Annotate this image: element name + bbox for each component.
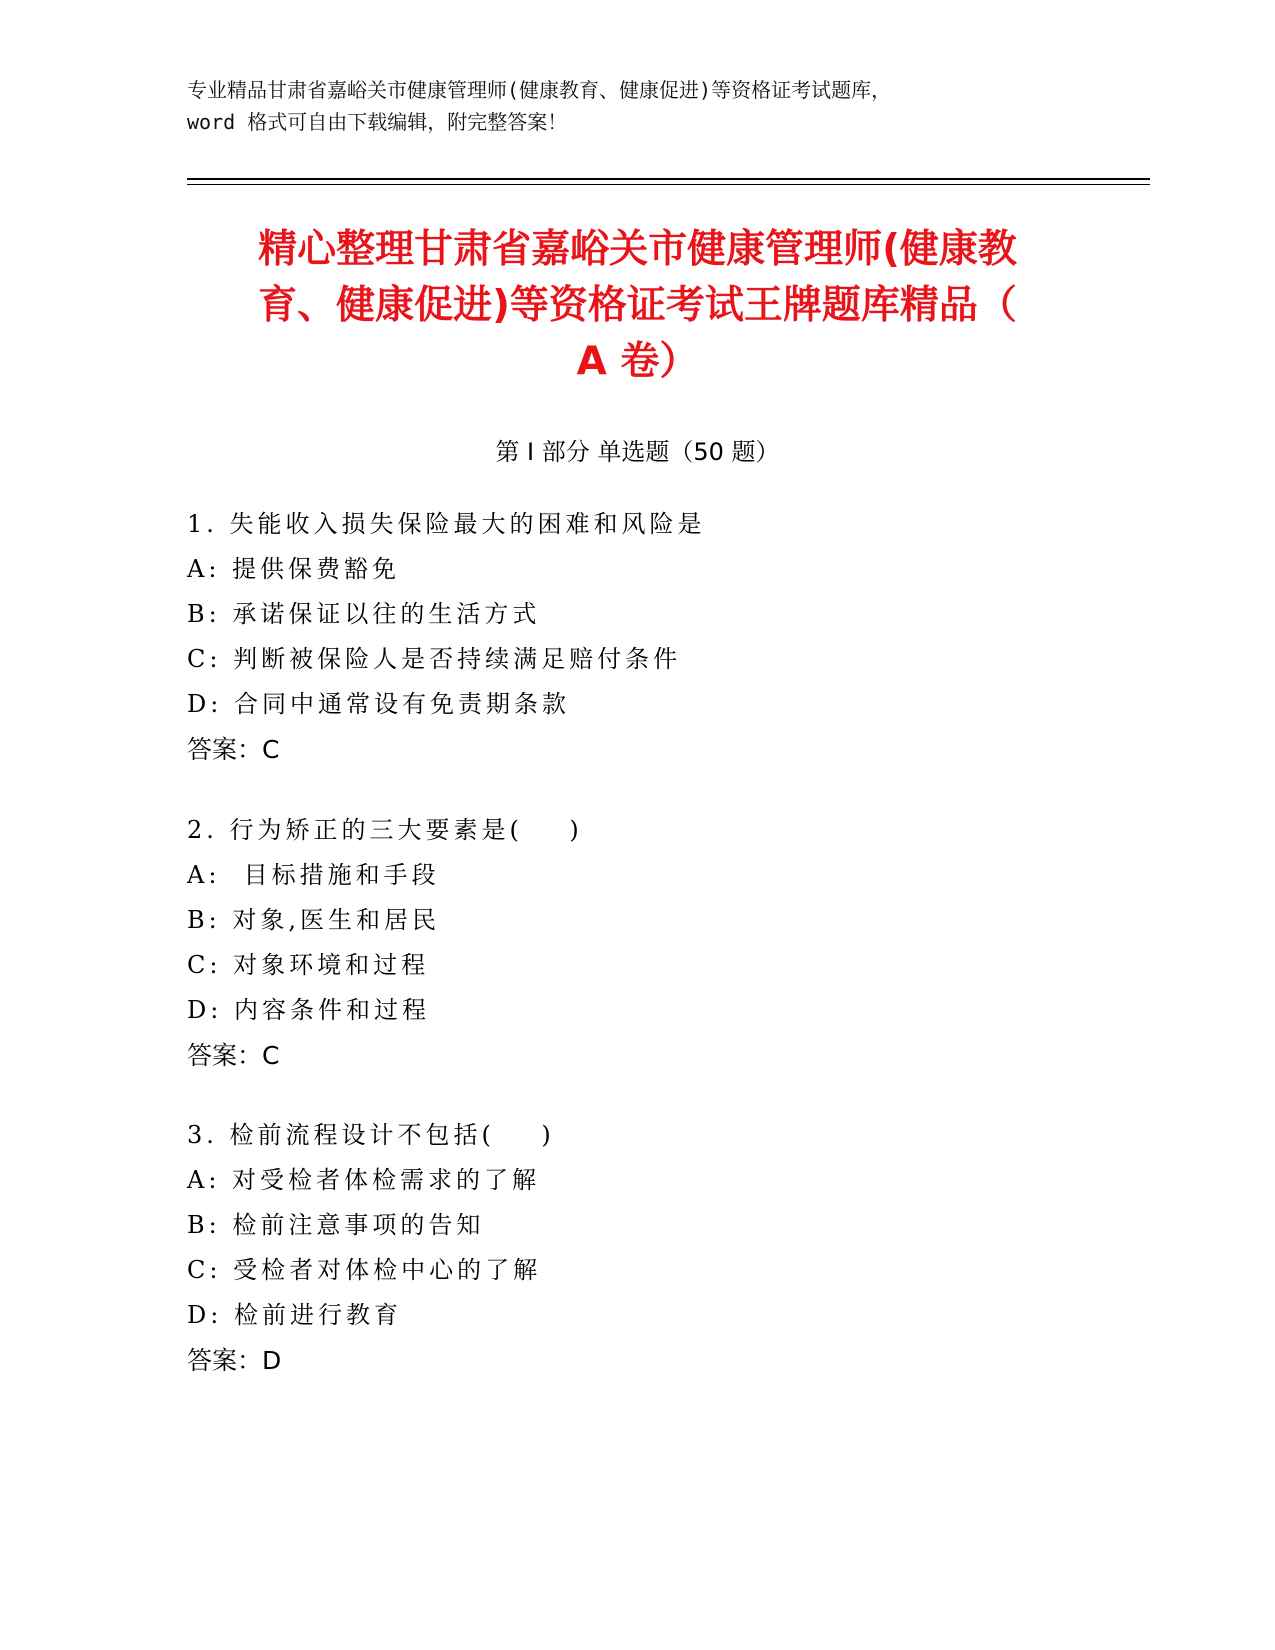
option-d: D: 检前进行教育 [187,1301,402,1329]
document-title-line-1: 精心整理甘肃省嘉峪关市健康管理师(健康教 [258,227,1017,272]
question-stem: 1. 失能收入损失保险最大的困难和风险是 [187,510,706,538]
question-stem: 2. 行为矫正的三大要素是( ) [187,816,583,844]
option-c: C: 判断被保险人是否持续满足赔付条件 [187,645,682,673]
question-stem: 3. 检前流程设计不包括( ) [187,1121,555,1149]
option-a: A: 对受检者体检需求的了解 [187,1166,541,1194]
document-title-line-3: A 卷） [576,339,699,384]
document-title-line-2: 育、健康促进)等资格证考试王牌题库精品（ [258,283,1017,328]
option-a: A: 目标措施和手段 [187,861,440,889]
option-c: C: 受检者对体检中心的了解 [187,1256,542,1284]
option-d: D: 内容条件和过程 [187,996,430,1024]
answer-line: 答案：C [187,735,280,764]
answer-line: 答案：D [187,1346,282,1375]
option-b: B: 对象,医生和居民 [187,906,440,934]
option-c: C: 对象环境和过程 [187,951,430,979]
question-1 [187,502,1087,772]
section-heading: 第 I 部分 单选题（50 题） [495,438,780,466]
header-note-line-2: word 格式可自由下载编辑，附完整答案！ [187,110,568,134]
header-divider-thick [187,178,1150,180]
answer-line: 答案：C [187,1041,280,1070]
option-b: B: 检前注意事项的告知 [187,1211,485,1239]
header-note [187,74,1087,138]
document-title [150,222,1125,390]
question-2 [187,808,1087,1078]
option-d: D: 合同中通常设有免责期条款 [187,690,570,718]
option-a: A: 提供保费豁免 [187,555,401,583]
question-3 [187,1113,1087,1383]
option-b: B: 承诺保证以往的生活方式 [187,600,541,628]
header-note-line-1: 专业精品甘肃省嘉峪关市健康管理师(健康教育、健康促进)等资格证考试题库， [187,78,892,102]
header-divider-thin [187,184,1150,185]
